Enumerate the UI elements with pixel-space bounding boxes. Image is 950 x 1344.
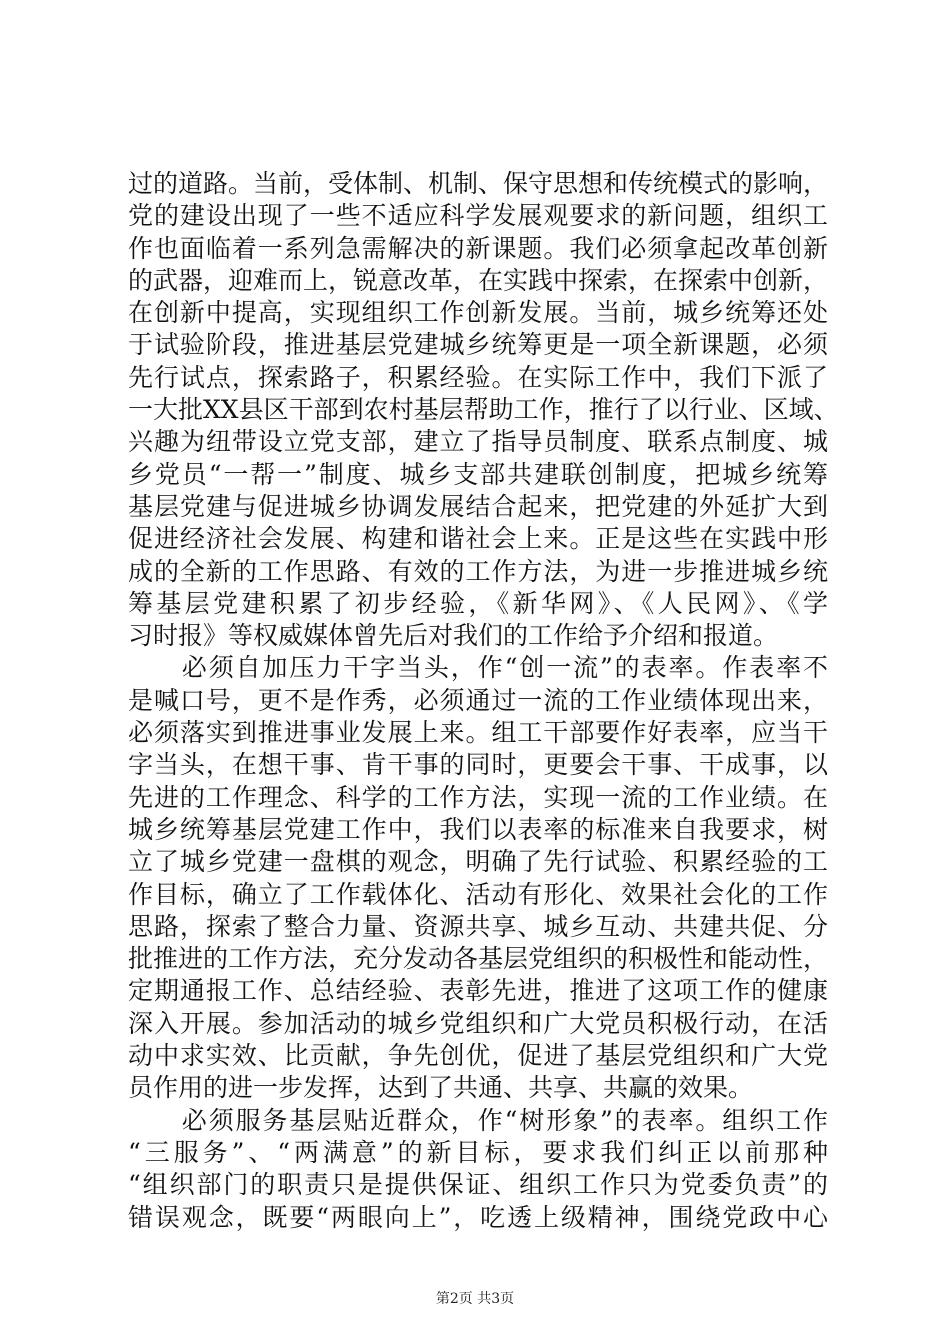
text-line: 先行试点，探索路子，积累经验。在实际工作中，我们下派了 xyxy=(128,362,828,392)
text-line: “组织部门的职责只是提供保证、组织工作只为党委负责”的 xyxy=(128,1170,828,1200)
text-line: 习时报》等权威媒体曾先后对我们的工作给予介绍和报道。 xyxy=(128,621,779,651)
text-line: 党的建设出现了一些不适应科学发展观要求的新问题，组织工 xyxy=(128,201,828,231)
text-line: 于试验阶段，推进基层党建城乡统筹更是一项全新课题，必须 xyxy=(128,330,828,360)
document-body xyxy=(128,168,839,1234)
text-line: 作也面临着一系列急需解决的新课题。我们必须拿起改革创新 xyxy=(128,233,828,263)
page-footer: 第2页 共3页 xyxy=(435,1291,515,1307)
text-line: 作目标，确立了工作载体化、活动有形化、效果社会化的工作 xyxy=(128,879,828,909)
text-line: 的武器，迎难而上，锐意改革，在实践中探索，在探索中创新， xyxy=(128,265,829,295)
text-line: 必须自加压力干字当头，作“创一流”的表率。作表率不 xyxy=(128,653,828,683)
text-line: 深入开展。参加活动的城乡党组织和广大党员积极行动，在活 xyxy=(128,1008,828,1038)
text-line: 成的全新的工作思路、有效的工作方法，为进一步推进城乡统 xyxy=(128,556,828,586)
text-line: 立了城乡党建一盘棋的观念，明确了先行试验、积累经验的工 xyxy=(128,847,828,877)
text-line: 先进的工作理念、科学的工作方法，实现一流的工作业绩。在 xyxy=(128,782,828,812)
text-line: 员作用的进一步发挥，达到了共通、共享、共赢的效果。 xyxy=(128,1073,754,1103)
text-line: 必须服务基层贴近群众，作“树形象”的表率。组织工作 xyxy=(128,1105,828,1135)
text-line: 兴趣为纽带设立党支部，建立了指导员制度、联系点制度、城 xyxy=(128,427,828,457)
text-line: 一大批XX县区干部到农村基层帮助工作，推行了以行业、区域、 xyxy=(128,395,839,425)
text-line: 促进经济社会发展、构建和谐社会上来。正是这些在实践中形 xyxy=(128,524,828,554)
text-line: 筹基层党建积累了初步经验，《新华网》、《人民网》、《学 xyxy=(128,588,828,618)
text-line: 在创新中提高，实现组织工作创新发展。当前，城乡统筹还处 xyxy=(128,298,828,328)
text-line: 字当头，在想干事、肯干事的同时，更要会干事、干成事，以 xyxy=(128,750,828,780)
text-line: “三服务”、“两满意”的新目标，要求我们纠正以前那种 xyxy=(128,1137,828,1167)
text-line: 动中求实效、比贡献，争先创优，促进了基层党组织和广大党 xyxy=(128,1041,828,1071)
text-line: 基层党建与促进城乡协调发展结合起来，把党建的外延扩大到 xyxy=(128,491,828,521)
text-line: 必须落实到推进事业发展上来。组工干部要作好表率，应当干 xyxy=(128,718,828,748)
text-line: 是喊口号，更不是作秀，必须通过一流的工作业绩体现出来， xyxy=(128,685,828,715)
text-line: 乡党员“一帮一”制度、城乡支部共建联创制度，把城乡统筹 xyxy=(128,459,828,489)
text-line: 城乡统筹基层党建工作中，我们以表率的标准来自我要求，树 xyxy=(128,814,828,844)
text-line: 批推进的工作方法，充分发动各基层党组织的积极性和能动性， xyxy=(128,944,829,974)
text-line: 定期通报工作、总结经验、表彰先进，推进了这项工作的健康 xyxy=(128,976,828,1006)
text-line: 错误观念，既要“两眼向上”，吃透上级精神，围绕党政中心 xyxy=(128,1202,828,1232)
text-line: 思路，探索了整合力量、资源共享、城乡互动、共建共促、分 xyxy=(128,911,828,941)
text-line: 过的道路。当前，受体制、机制、保守思想和传统模式的影响， xyxy=(128,169,829,198)
